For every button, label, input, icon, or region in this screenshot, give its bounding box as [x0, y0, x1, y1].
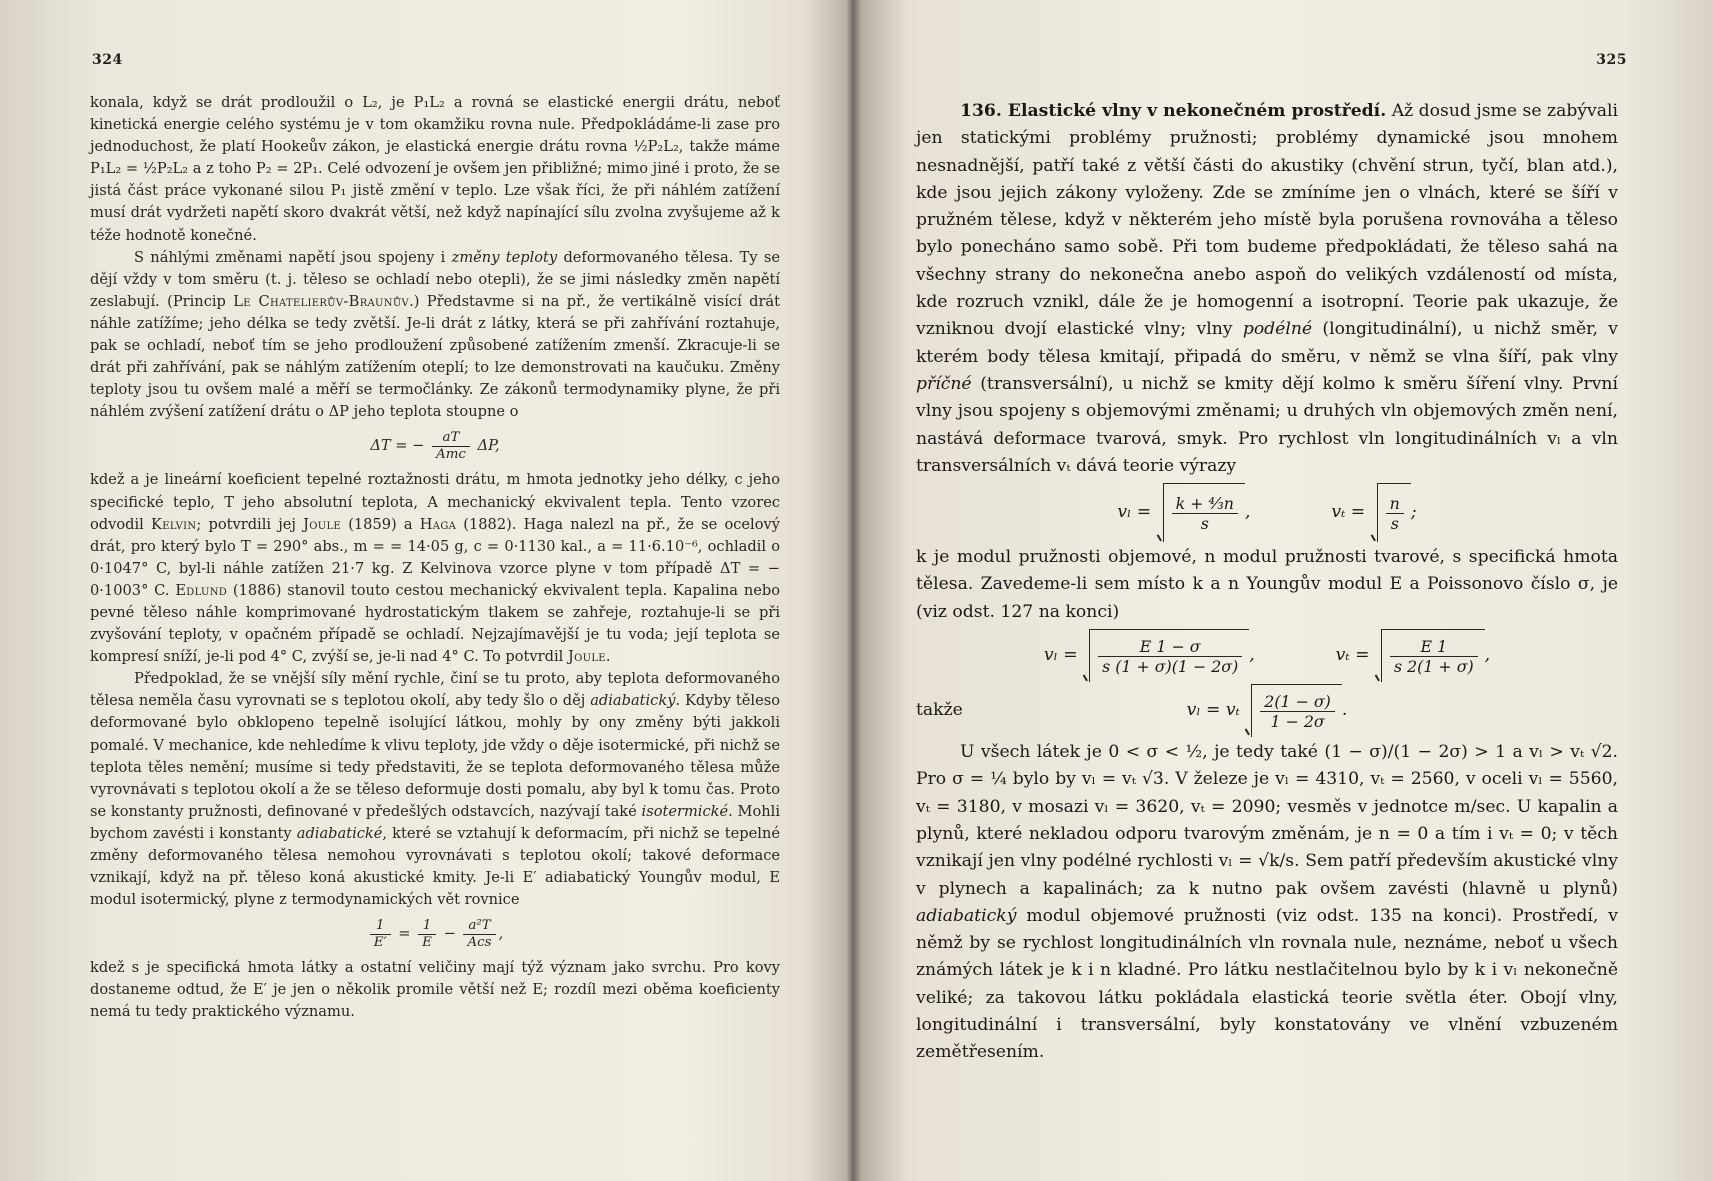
left-paragraph-1: konala, když se drát prodloužil o L₂, je P₁L₂ a rovná se elastické energii drátu, neboť kinetická energie celého systému je v tom okamžiku rovna nule. Předpokládáme-li zase pro jednoduchost, že platí Hookeův zákon, je elastická energie drátu rovna ½P₂L₂, takže máme P₁L₂ = ½P₂L₂ a z toho P₂ = 2P₁. Celé odvození je ovšem jen přibližné; mimo jiné i proto, že se jistá část práce vykonané silou P₁ jistě změní v teplo. Lze však říci, že při náhlém zatížení musí drát vydržeti napětí skoro dvakrát větší, než když napínající sílu zvolna zvyšujeme až k téže hodnotě konečné. [90, 94, 780, 244]
left-paragraph-2: S náhlými změnami napětí jsou spojeny i změny teploty deformovaného tělesa. Ty se dějí vždy v tom směru (t. j. těleso se ochladí nebo otepli), že se jimi následky změn napětí zeslabují. (Princip Le Chatelierův-Braunův.) Představme si na př., že vertikálně visící drát náhle zatížíme; jeho délka se tedy zvětší. Je-li drát z látky, která se při zahřívání roztahuje, pak se ochladí, neboť tím se jeho prodloužení způsobené zatížením zmenší. Zkracuje-li se drát při zahřívání, pak se náhlým zatížením oteplí; to lze demonstrovati na kaučuku. Změny teploty jsou tu ovšem malé a měří se termočlánky. Ze zákonů termodynamiky plyne, že při náhlém zvýšení zatížení drátu o ΔP jeho teplota stoupne o [90, 248, 780, 421]
right-paragraph-1: 136. Elastické vlny v nekonečném prostředí. Až dosud jsme se zabývali jen statickými problémy pružnosti; problémy dynamické jsou mnohem nesnadnější, patří také z větší části do akustiky (chvění strun, tyčí, blan atd.), kde jsou jejich zákony vyloženy. Zde se zmíníme jen o vlnách, které se šíří v pružném tělese, když v některém jeho místě byla porušena rovnováha a těleso bylo ponecháno samo sobě. Při tom budeme předpokládati, že těleso sahá na všechny strany do nekonečna anebo aspoň do velikých vzdáleností od místa, kde rozruch vznikl, dále že je homogenní a isotropní. Teorie pak ukazuje, že vzniknou dvojí elastické vlny; vlny podélné (longitudinální), u nichž směr, v kterém body tělesa kmitají, připadá do směru, v němž se vlna šíří, pak vlny příčné (transversální), u nichž se kmity dějí kolmo k směru šíření vlny. První vlny jsou spojeny s objemovými změnami; u druhých vln objemových změn není, nastává deformace tvarová, smyk. Pro rychlost vln longitudinálních vₗ a vln transversálních vₜ dává teorie výrazy [916, 101, 1618, 476]
page-number-right: 325 [1596, 52, 1627, 68]
formula-adiabatic-modulus: $\frac{1}{E'}$ = $\frac{1}{E}$ − $\frac{\text{a²T}}{\text{Acs}}$ , [90, 914, 780, 954]
right-page-text [916, 98, 1618, 1067]
page-number-left: 324 [92, 52, 123, 68]
formula-wave-speeds-young: vₗ = $\frac{E 1 - \sigma}{s (1 + \sigma)(1 - 2\sigma)}$ , vₜ = $\frac{E 1}{s 2(1 + \sigma)}$ , [916, 629, 1618, 681]
formula-wave-speeds: vₗ = $\frac{\text{k + ⁴⁄₃n}}{s}$ , vₜ = $\frac{n}{s}$ ; [916, 483, 1618, 541]
left-page [0, 0, 845, 1181]
takze-label: takže [916, 700, 963, 721]
formula-ratio: takže vₗ = vₜ $\frac{2(1 - \sigma)}{1 - 2\sigma}$ . [916, 684, 1618, 736]
right-paragraph-3: U všech látek je 0 < σ < ½, je tedy také (1 − σ)/(1 − 2σ) > 1 a vₗ > vₜ √2. Pro σ = ¼ bylo by vₗ = vₜ √3. V železe je vₗ = 4310, vₜ = 2560, v oceli vₗ = 5560, vₜ = 3180, v mosazi vₗ = 3620, vₜ = 2090; vesměs v jednotce m/sec. U kapalin a plynů, které nekladou odporu tvarovým změnám, je n = 0 a tím i vₜ = 0; v těch vznikají jen vlny podélné rychlosti vₗ = √k/s. Sem patří především akustické vlny v plynech a kapalinách; za k nutno pak ovšem zavésti (hlavně u plynů) adiabatický modul objemové pružnosti (viz odst. 135 na konci). Prostředí, v němž by se rychlost longitudinálních vln rovnala nule, neznáme, neboť u všech známých látek je k i n kladné. Pro látku nestlačitelnou bylo by k i vₗ nekonečně veliké; za takovou látku pokládala elastická teorie světla éter. Obojí vlny, longitudinální i transversální, byly konstatovány ve vlnění vzbuzeném zemětřesením. [916, 742, 1618, 1063]
right-paragraph-2: k je modul pružnosti objemové, n modul pružnosti tvarové, s specifická hmota tělesa. Zavedeme-li sem místo k a n Youngův modul E a Poissonovo číslo σ, je (viz odst. 127 na konci) [916, 547, 1618, 622]
left-paragraph-3: kdež a je lineární koeficient tepelné roztažnosti drátu, m hmota jednotky jeho délky, c jeho specifické teplo, T jeho absolutní teplota, A mechanický ekvivalent tepla. Tento vzorec odvodil Kelvin; potvrdili jej Joule (1859) a Haga (1882). Haga nalezl na př., že se ocelový drát, pro který bylo T = 290° abs., m = = 14·05 g, c = 0·1130 kal., a = 11·6.10⁻⁶, ochladil o 0·1047° C, byl-li náhle zatížen 21·7 kg. Z Kelvinova vzorce plyne v tom případě ΔT = − 0·1003° C. Edlund (1886) stanovil touto cestou mechanický ekvivalent tepla. Kapalina nebo pevné těleso náhle komprimované hydrostatickým tlakem se zahřeje, roztahuje-li se při zvyšování teploty, v opačném případě se ochladí. Nejzajímavější je tu voda; její teplota se kompresí sníží, je-li pod 4° C, zvýší se, je-li nad 4° C. To potvrdil Joule. [90, 471, 780, 666]
left-paragraph-4: Předpoklad, že se vnější síly mění rychle, činí se tu proto, aby teplota deformovaného tělesa neměla času vyrovnati se s teplotou okolí, aby tedy šlo o děj adiabatický. Kdyby těleso deformované bylo obklopeno tepelně isolující látkou, mohly by ony změny býti jakkoli pomalé. V mechanice, kde nehledíme k vlivu teploty, jde vždy o děje isotermické, při nichž se teplota těles nemění; musíme si tedy představiti, že se teplota deformovaného tělesa může vyrovnávati s teplotou okolí a že se těleso deformuje dosti pomalu, aby byl k tomu čas. Proto se konstanty pružnosti, definované v předešlých odstavcích, nazývají také isotermické. Mohli bychom zavésti i konstanty adiabatické, které se vztahují k deformacím, při nichž se tepelné změny deformovaného tělesa nemohou vyrovnávati s teplotou okolí; takové deformace vznikají, když na př. těleso koná akustické kmity. Je-li E′ adiabatický Youngův modul, E modul isotermický, plyne z termodynamických vět rovnice [90, 670, 780, 909]
section-heading: 136. Elastické vlny v nekonečném prostředí. [960, 101, 1387, 121]
formula-delta-t: ΔT = − $\frac{aT}{\text{Amc}}$ ΔP, [370, 429, 500, 462]
right-page [868, 0, 1713, 1181]
left-page-text [90, 92, 780, 1024]
left-paragraph-5: kdež s je specifická hmota látky a ostatní veličiny mají týž význam jako svrchu. Pro kovy dostaneme odtud, že E′ je jen o několik promile větší než E; rozdíl mezi oběma koeficienty nemá tu tedy praktického významu. [90, 959, 780, 1021]
